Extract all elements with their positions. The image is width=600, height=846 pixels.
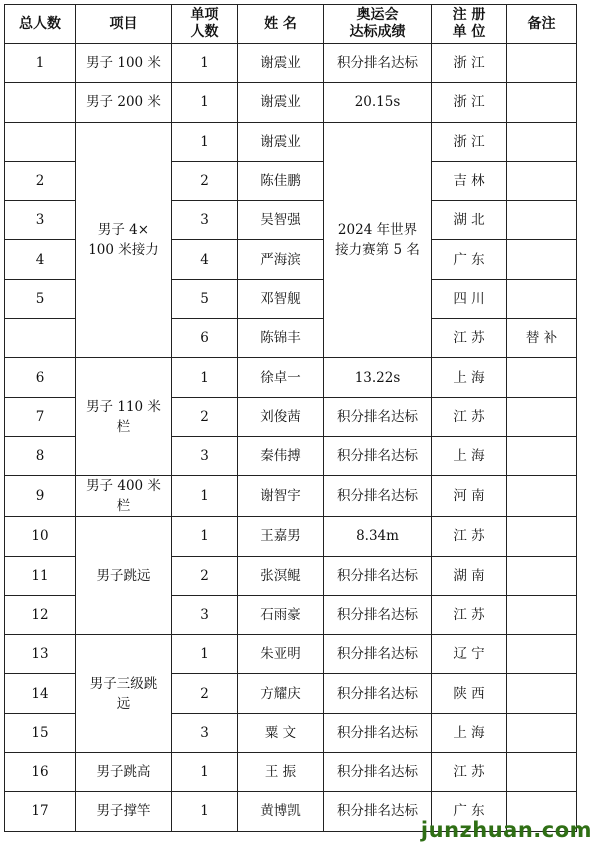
unit-cell: 陕 西: [432, 674, 507, 713]
event-cell: 男子 400 米 栏: [76, 476, 172, 517]
result-cell: 积分排名达标: [324, 436, 432, 475]
event-cell: 男子撑竿: [76, 792, 172, 831]
total-cell: 8: [5, 436, 76, 475]
table-row: [5, 122, 577, 161]
unit-cell: 湖 南: [432, 556, 507, 595]
note-cell: [507, 358, 577, 397]
result-cell: 积分排名达标: [324, 595, 432, 634]
note-cell: [507, 83, 577, 122]
table-row: [5, 476, 577, 517]
note-cell: [507, 397, 577, 436]
name-cell: 陈锦丰: [238, 319, 324, 358]
name-cell: 谢智宇: [238, 476, 324, 517]
header-note: 备注: [507, 5, 577, 44]
name-cell: 王嘉男: [238, 517, 324, 556]
result-cell: 积分排名达标: [324, 713, 432, 752]
unit-cell: 江 苏: [432, 319, 507, 358]
single-count-cell: 2: [172, 674, 238, 713]
total-cell: 7: [5, 397, 76, 436]
note-cell: [507, 279, 577, 318]
single-count-cell: 3: [172, 436, 238, 475]
name-cell: 秦伟搏: [238, 436, 324, 475]
name-cell: 刘俊茜: [238, 397, 324, 436]
result-cell: 积分排名达标: [324, 674, 432, 713]
table-row: [5, 635, 577, 674]
name-cell: 谢震业: [238, 122, 324, 161]
single-count-cell: 1: [172, 358, 238, 397]
name-cell: 粟 文: [238, 713, 324, 752]
note-cell: [507, 753, 577, 792]
unit-cell: 江 苏: [432, 753, 507, 792]
total-cell: 12: [5, 595, 76, 634]
note-cell: [507, 713, 577, 752]
result-cell: 积分排名达标: [324, 792, 432, 831]
result-cell: 2024 年世界 接力赛第 5 名: [324, 122, 432, 358]
single-count-cell: 1: [172, 635, 238, 674]
header-single-count: 单项 人数: [172, 5, 238, 44]
total-cell: 15: [5, 713, 76, 752]
event-cell: 男子 110 米 栏: [76, 358, 172, 476]
single-count-cell: 5: [172, 279, 238, 318]
note-cell: [507, 556, 577, 595]
note-cell: [507, 44, 577, 83]
result-cell: 积分排名达标: [324, 397, 432, 436]
note-cell: [507, 201, 577, 240]
total-cell: [5, 319, 76, 358]
name-cell: 石雨豪: [238, 595, 324, 634]
result-cell: 积分排名达标: [324, 635, 432, 674]
table-row: [5, 44, 577, 83]
table-row: [5, 358, 577, 397]
result-cell: 积分排名达标: [324, 44, 432, 83]
single-count-cell: 4: [172, 240, 238, 279]
note-cell: [507, 517, 577, 556]
name-cell: 邓智舰: [238, 279, 324, 318]
single-count-cell: 1: [172, 122, 238, 161]
header-event: 项目: [76, 5, 172, 44]
unit-cell: 浙 江: [432, 83, 507, 122]
single-count-cell: 3: [172, 201, 238, 240]
single-count-cell: 1: [172, 83, 238, 122]
name-cell: 陈佳鹏: [238, 161, 324, 200]
header-name: 姓 名: [238, 5, 324, 44]
total-cell: 2: [5, 161, 76, 200]
note-cell: [507, 595, 577, 634]
unit-cell: 辽 宁: [432, 635, 507, 674]
event-cell: 男子 4× 100 米接力: [76, 122, 172, 358]
site-watermark: junzhuan.com: [420, 818, 592, 842]
note-cell: 替 补: [507, 319, 577, 358]
event-cell: 男子跳高: [76, 753, 172, 792]
total-cell: 9: [5, 476, 76, 517]
total-cell: 13: [5, 635, 76, 674]
total-cell: 6: [5, 358, 76, 397]
total-cell: 14: [5, 674, 76, 713]
name-cell: 谢震业: [238, 83, 324, 122]
single-count-cell: 6: [172, 319, 238, 358]
total-cell: 17: [5, 792, 76, 831]
unit-cell: 江 苏: [432, 595, 507, 634]
result-cell: 13.22s: [324, 358, 432, 397]
total-cell: 5: [5, 279, 76, 318]
header-total-count: 总人数: [5, 5, 76, 44]
single-count-cell: 1: [172, 517, 238, 556]
single-count-cell: 1: [172, 476, 238, 517]
result-cell: 积分排名达标: [324, 476, 432, 517]
unit-cell: 广 东: [432, 240, 507, 279]
single-count-cell: 1: [172, 44, 238, 83]
note-cell: [507, 476, 577, 517]
total-cell: 11: [5, 556, 76, 595]
name-cell: 方耀庆: [238, 674, 324, 713]
event-cell: 男子三级跳 远: [76, 635, 172, 753]
total-cell: 10: [5, 517, 76, 556]
single-count-cell: 2: [172, 397, 238, 436]
single-count-cell: 3: [172, 713, 238, 752]
single-count-cell: 1: [172, 792, 238, 831]
single-count-cell: 3: [172, 595, 238, 634]
total-cell: 1: [5, 44, 76, 83]
result-cell: 积分排名达标: [324, 753, 432, 792]
name-cell: 黄博凯: [238, 792, 324, 831]
single-count-cell: 2: [172, 556, 238, 595]
result-cell: 积分排名达标: [324, 556, 432, 595]
unit-cell: 上 海: [432, 436, 507, 475]
unit-cell: 河 南: [432, 476, 507, 517]
unit-cell: 湖 北: [432, 201, 507, 240]
total-cell: 3: [5, 201, 76, 240]
note-cell: [507, 674, 577, 713]
result-cell: 20.15s: [324, 83, 432, 122]
unit-cell: 江 苏: [432, 517, 507, 556]
note-cell: [507, 635, 577, 674]
athlete-roster-table: [4, 4, 577, 832]
total-cell: 16: [5, 753, 76, 792]
single-count-cell: 1: [172, 753, 238, 792]
name-cell: 吴智强: [238, 201, 324, 240]
name-cell: 王 振: [238, 753, 324, 792]
unit-cell: 江 苏: [432, 397, 507, 436]
event-cell: 男子跳远: [76, 517, 172, 635]
unit-cell: 上 海: [432, 358, 507, 397]
note-cell: [507, 240, 577, 279]
unit-cell: 吉 林: [432, 161, 507, 200]
result-cell: 8.34m: [324, 517, 432, 556]
name-cell: 徐卓一: [238, 358, 324, 397]
total-cell: [5, 122, 76, 161]
total-cell: [5, 83, 76, 122]
event-cell: 男子 100 米: [76, 44, 172, 83]
note-cell: [507, 161, 577, 200]
note-cell: [507, 436, 577, 475]
event-cell: 男子 200 米: [76, 83, 172, 122]
header-registered-unit: 注 册 单 位: [432, 5, 507, 44]
unit-cell: 广 东: [432, 792, 507, 831]
table-row: [5, 517, 577, 556]
header-row: [5, 5, 577, 44]
name-cell: 张溟鲲: [238, 556, 324, 595]
note-cell: [507, 122, 577, 161]
name-cell: 朱亚明: [238, 635, 324, 674]
table-row: [5, 83, 577, 122]
single-count-cell: 2: [172, 161, 238, 200]
unit-cell: 浙 江: [432, 44, 507, 83]
unit-cell: 上 海: [432, 713, 507, 752]
unit-cell: 四 川: [432, 279, 507, 318]
header-olympic-result: 奥运会 达标成绩: [324, 5, 432, 44]
table-row: [5, 753, 577, 792]
name-cell: 严海滨: [238, 240, 324, 279]
unit-cell: 浙 江: [432, 122, 507, 161]
name-cell: 谢震业: [238, 44, 324, 83]
total-cell: 4: [5, 240, 76, 279]
